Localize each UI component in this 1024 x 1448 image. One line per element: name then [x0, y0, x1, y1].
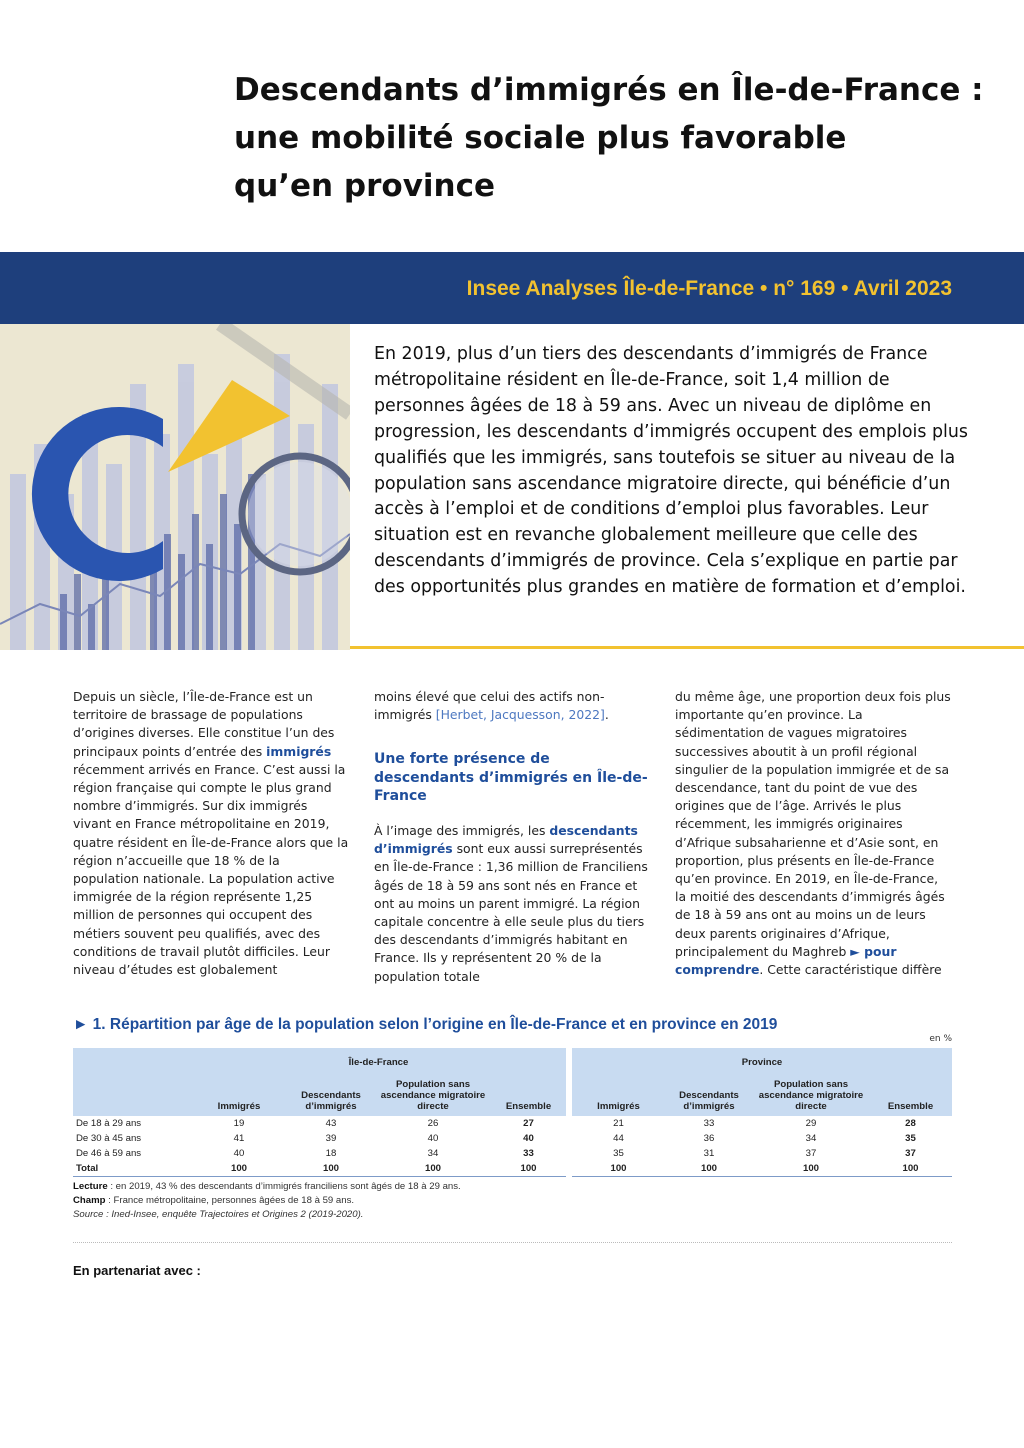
row-label: De 18 à 29 ans: [76, 1118, 142, 1129]
text: moins élevé que celui des actifs non-immigrés: [374, 689, 605, 723]
table-row: [73, 1131, 952, 1146]
column-header: Ensemble: [869, 1070, 952, 1116]
text: du même âge, une proportion deux fois plus importante qu’en province. La sédimentation de vagues migratoires successives aboutit à un profil régional singulier de la population immigrée et de sa descendance, tant du point de vue des origines que de l’âge. Arrivés le plus récemment, les immigrés originaires d’Afrique subsaharienne et d’Asie sont, en proportion, plus présents en Île-de-France qu’en province. En 2019, en Île-de-France, la moitié des descendants d’immigrés âgés de 18 à 59 ans ont au moins un de leurs deux parents originaires d’Afrique, principalement du Maghreb: [675, 689, 951, 959]
lecture-note: [73, 1180, 952, 1194]
table-cell: 34: [805, 1133, 817, 1144]
column-header: Descendants d’immigrés: [287, 1070, 375, 1116]
section-heading: Une forte présence de descendants d’immigrés en Île-de-France: [374, 751, 648, 805]
table-cell: 40: [523, 1133, 534, 1144]
group-header-province: Province: [569, 1048, 952, 1070]
table-cell: 31: [703, 1148, 715, 1159]
note-text: Source : Ined-Insee, enquête Trajectoires et Origines 2 (2019-2020).: [73, 1209, 364, 1220]
table-row: [73, 1116, 952, 1131]
row-label: Total: [73, 1161, 191, 1177]
glossary-link-immigres[interactable]: immigrés: [266, 743, 332, 759]
table-cell: 100: [869, 1161, 952, 1177]
table-cell: 18: [325, 1148, 337, 1159]
report-title: [234, 66, 994, 210]
table-cell: 21: [569, 1116, 665, 1131]
paragraph: [374, 688, 650, 724]
table-column-header-row: [73, 1070, 952, 1116]
body-column-3: [675, 688, 951, 979]
age-distribution-table: [73, 1048, 952, 1177]
title-line: Descendants d’immigrés en Île-de-France :: [234, 72, 984, 108]
paragraph: [675, 688, 951, 979]
table-cell: 33: [703, 1118, 715, 1129]
column-header: Population sans ascendance migratoire directe: [753, 1070, 869, 1116]
column-header: Immigrés: [569, 1070, 665, 1116]
table-cell: 100: [375, 1161, 491, 1177]
table-cell: 39: [325, 1133, 337, 1144]
column-header: Descendants d’immigrés: [665, 1070, 753, 1116]
table-cell: 33: [523, 1148, 534, 1159]
pour-comprendre-link[interactable]: ► pour comprendre: [675, 943, 897, 978]
table-cell: 100: [191, 1161, 287, 1177]
bibliography-link[interactable]: [Herbet, Jacquesson, 2022]: [435, 707, 605, 723]
table-cell: 100: [665, 1161, 753, 1177]
paragraph: [73, 688, 349, 979]
table-cell: 40: [233, 1148, 245, 1159]
source-note: [73, 1208, 952, 1222]
title-line: une mobilité sociale plus favorable: [234, 120, 847, 156]
table-cell: 34: [427, 1148, 439, 1159]
column-header: Population sans ascendance migratoire directe: [375, 1070, 491, 1116]
table-cell: 36: [703, 1133, 715, 1144]
table-cell: 37: [805, 1148, 817, 1159]
table-row: [73, 1146, 952, 1161]
table-cell: 35: [569, 1146, 665, 1161]
table-cell: 41: [233, 1133, 245, 1144]
table-cell: 43: [325, 1118, 337, 1129]
note-text: : en 2019, 43 % des descendants d’immigrés franciliens sont âgés de 18 à 29 ans.: [107, 1181, 461, 1192]
text: sont eux aussi surreprésentés en Île-de-France : 1,36 million de Franciliens âgés de 18 à 59 ans sont nés en France et ont au moins un parent immigré. La région capitale concentre à elle seule plus du tiers des descendants d’immigrés habitant en France. Ils y représentent 20 % de la population totale: [374, 841, 648, 984]
glossary-link-descendants[interactable]: descendants d’immigrés: [374, 822, 638, 857]
table-cell: 40: [427, 1133, 439, 1144]
note-label: Champ: [73, 1195, 106, 1206]
figure-notes: [73, 1180, 952, 1222]
figure-title: ► 1. Répartition par âge de la population selon l’origine en Île-de-France et en province en 2019: [73, 1016, 778, 1033]
footer-divider: [73, 1242, 952, 1243]
text: .: [604, 707, 609, 723]
table-cell: 29: [805, 1118, 817, 1129]
table-cell: 27: [523, 1118, 534, 1129]
note-label: Lecture: [73, 1181, 108, 1192]
table-cell: 26: [427, 1118, 439, 1129]
text: . Cette caractéristique diffère: [759, 962, 942, 978]
cover-illustration-graphic: [0, 324, 350, 650]
table-cell: 37: [905, 1148, 916, 1159]
table-group-header-row: [73, 1048, 952, 1070]
publication-reference: Insee Analyses Île-de-France • n° 169 • Avril 2023: [466, 277, 952, 300]
column-header: Ensemble: [491, 1070, 569, 1116]
text: À l’image des immigrés, les: [374, 822, 550, 838]
row-label: De 46 à 59 ans: [76, 1148, 142, 1159]
publication-banner: [0, 252, 1024, 324]
table-cell: 100: [491, 1161, 569, 1177]
text: récemment arrivés en France. C’est aussi la région française qui compte le plus grand nombre d’immigrés. Sur dix immigrés vivant en France métropolitaine en 2019, quatre résident en Île-de-France alors que la région n’accueille que 18 % de la population nationale. La population active immigrée de la région représente 1,25 million de personnes qui occupent des métiers souvent peu qualifiés, avec des conditions de travail plutôt difficiles. Leur niveau d’études est globalement: [73, 761, 349, 978]
table-cell: 100: [287, 1161, 375, 1177]
abstract-divider: [350, 646, 1024, 649]
body-column-2: [374, 688, 650, 986]
partnership-label: En partenariat avec :: [73, 1263, 201, 1278]
table-cell: 44: [569, 1131, 665, 1146]
table-cell: 19: [233, 1118, 245, 1129]
table-corner-cell: [73, 1048, 191, 1070]
cover-illustration: [0, 324, 350, 650]
note-text: : France métropolitaine, personnes âgées de 18 à 59 ans.: [105, 1195, 355, 1206]
champ-note: [73, 1194, 952, 1208]
table-cell: 28: [905, 1118, 916, 1129]
text: Depuis un siècle, l’Île-de-France est un territoire de brassage de populations d’origines diverses. Elle constitue l’un des principaux points d’entrée des: [73, 689, 335, 759]
row-label: De 30 à 45 ans: [76, 1133, 142, 1144]
abstract: En 2019, plus d’un tiers des descendants d’immigrés de France métropolitaine résident en Île-de-France, soit 1,4 million de personnes âgées de 18 à 59 ans. Avec un niveau de diplôme en progression, les descendants d’immigrés occupent des emplois plus qualifiés que les immigrés, sans toutefois se situer au niveau de la population sans ascendance migratoire directe, qui bénéficie d’un accès à l’emploi et de conditions d’emploi plus favorables. Leur situation est en revanche globalement meilleure que celle des descendants d’immigrés de province. Cela s’explique en partie par des opportunités plus grandes en matière de formation et d’emploi.: [374, 344, 968, 598]
table-cell: 100: [753, 1161, 869, 1177]
table-cell: 100: [569, 1161, 665, 1177]
table-corner-cell: [73, 1070, 191, 1116]
table-cell: 35: [905, 1133, 916, 1144]
group-header-ile-de-france: Île-de-France: [191, 1048, 569, 1070]
unit-label: en %: [929, 1034, 952, 1044]
paragraph: [374, 822, 650, 986]
table-total-row: [73, 1161, 952, 1177]
body-column-1: [73, 688, 349, 979]
title-line: qu’en province: [234, 168, 496, 204]
column-header: Immigrés: [191, 1070, 287, 1116]
